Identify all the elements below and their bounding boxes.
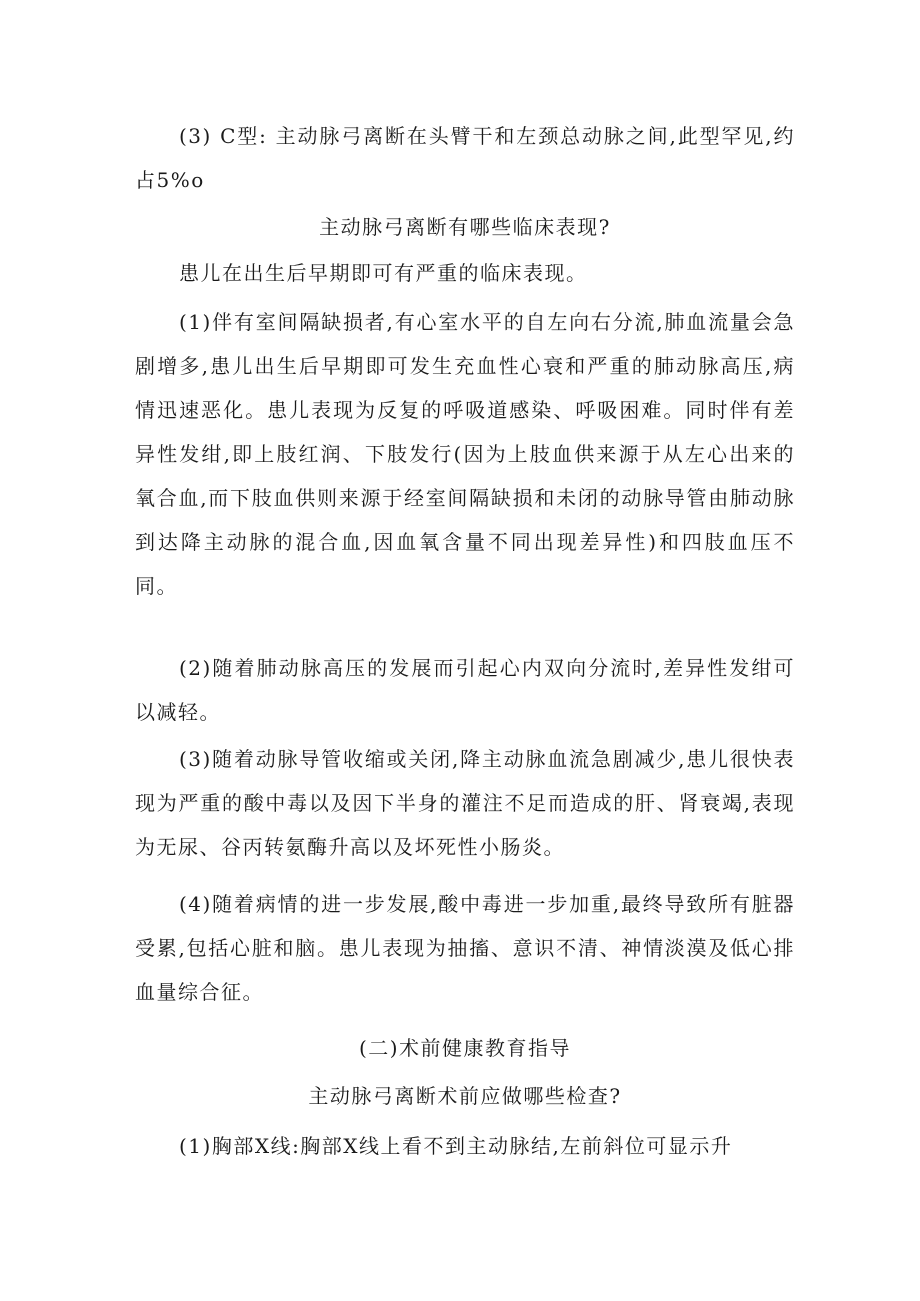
paragraph-type-c: (3) C型: 主动脉弓离断在头臂干和左颈总动脉之间,此型罕见,约占5%o (135, 124, 795, 192)
heading-section-2: (二)术前健康教育指导 (358, 1036, 572, 1060)
paragraph-item-4: (4)随着病情的进一步发展,酸中毒进一步加重,最终导致所有脏器受累,包括心脏和脑。患儿表现为抽搐、意识不清、神情淡漠及低心排血量综合征。 (135, 892, 795, 1004)
paragraph-item-2: (2)随着肺动脉高压的发展而引起心内双向分流时,差异性发绀可以减轻。 (135, 656, 795, 724)
paragraph-item-1: (1)伴有室间隔缺损者,有心室水平的自左向右分流,肺血流量会急剧增多,患儿出生后早期即可发生充血性心衰和严重的肺动脉高压,病情迅速恶化。患儿表现为反复的呼吸道感染、呼吸困难。同时伴有差异性发绀,即上肢红润、下肢发行(因为上肢血供来源于从左心出来的氧合血,而下肢血供则来源于经室间隔缺损和未闭的动脉导管由肺动脉到达降主动脉的混合血,因血氧含量不同出现差异性)和四肢血压不同。 (135, 310, 795, 598)
paragraph-item-3: (3)随着动脉导管收缩或关闭,降主动脉血流急剧减少,患儿很快表现为严重的酸中毒以及因下半身的灌注不足而造成的肝、肾衰竭,表现为无尿、谷丙转氨酶升高以及坏死性小肠炎。 (135, 747, 795, 859)
heading-clinical-manifestations: 主动脉弓离断有哪些临床表现? (319, 215, 611, 239)
heading-preop-exams: 主动脉弓离断术前应做哪些检查? (308, 1084, 622, 1108)
paragraph-intro: 患儿在出生后早期即可有严重的临床表现。 (179, 261, 588, 285)
paragraph-chest-xray: (1)胸部X线:胸部X线上看不到主动脉结,左前斜位可显示升 (179, 1134, 733, 1158)
